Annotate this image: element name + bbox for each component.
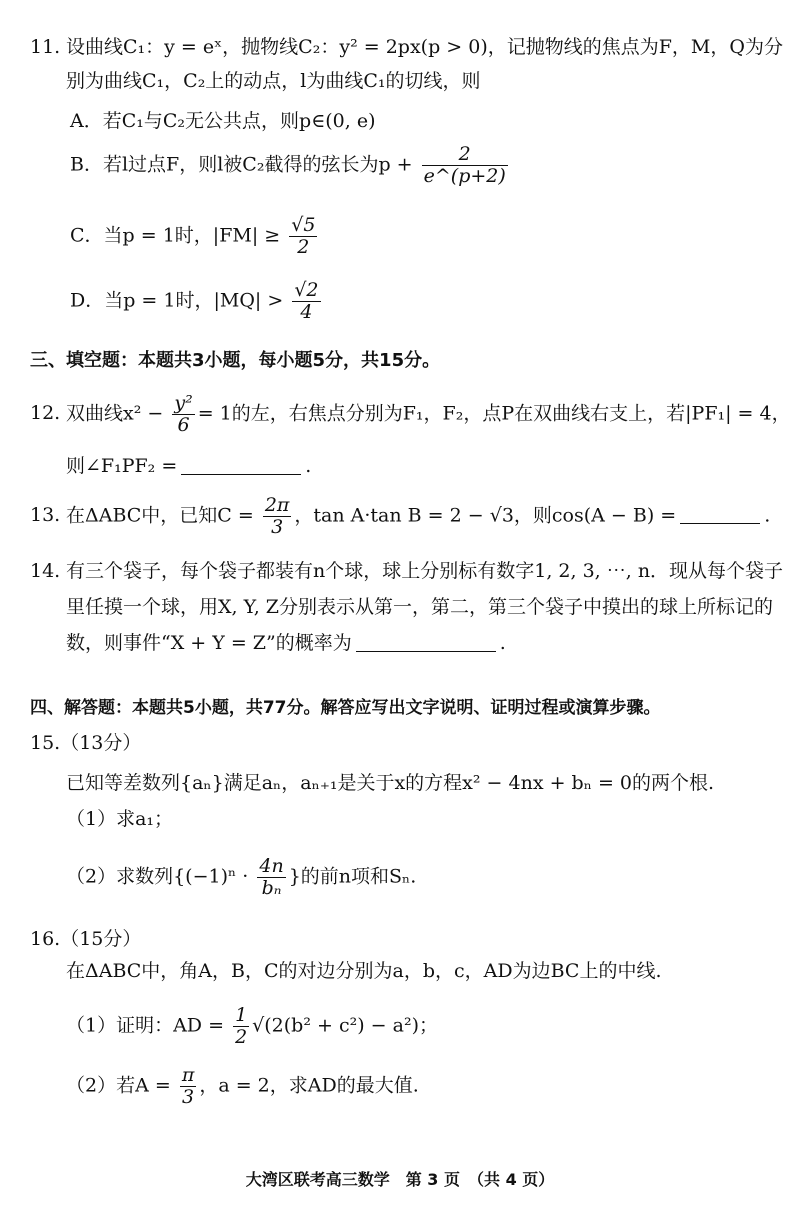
- q11-number: 11.: [30, 36, 61, 58]
- q15-stem: 已知等差数列{aₙ}满足aₙ，aₙ₊₁是关于x的方程x² − 4nx + bₙ = 0的两个根.: [66, 772, 715, 794]
- q16-part1-denominator: 2: [235, 1025, 248, 1048]
- q16-part2-post: ，a = 2，求AD的最大值.: [199, 1074, 419, 1097]
- q11-option-c-numerator: √5: [291, 214, 316, 236]
- q16-part1-post: √(2(b² + c²) − a²)；: [252, 1014, 438, 1037]
- q11-option-c-denominator: 2: [289, 236, 317, 258]
- q12-answer-blank[interactable]: [181, 455, 301, 475]
- q14-answer-blank[interactable]: [356, 632, 496, 652]
- q16-part2-fraction: [180, 1065, 197, 1108]
- q15-header: 15.（13分）: [30, 732, 142, 754]
- q11-option-b: [70, 144, 511, 187]
- q15-part1: （1）求a₁；: [66, 808, 174, 830]
- q16-part1-pre: （1）证明：AD =: [66, 1014, 225, 1037]
- q14-line1: [30, 560, 783, 583]
- q12-text-post: = 1的左，右焦点分别为F₁，F₂，点P在双曲线右支上，若|PF₁| = 4，: [197, 402, 791, 425]
- q16-stem: 在ΔABC中，角A，B，C的对边分别为a，b，c，AD为边BC上的中线.: [66, 960, 662, 982]
- q12-line1: [30, 393, 791, 436]
- q14-line3: 数，则事件“X + Y = Z”的概率为 .: [66, 632, 506, 654]
- q14-line2: 里任摸一个球，用X, Y, Z分别表示从第一，第二，第三个袋子中摸出的球上所标记的: [66, 596, 773, 618]
- q11-option-c-fraction: [289, 215, 317, 258]
- q14-number: 14.: [30, 560, 61, 582]
- q12-line2-text: 则∠F₁PF₂ =: [66, 455, 178, 477]
- q11-option-c-text: C．当p = 1时，|FM| ≥: [70, 224, 281, 247]
- q16-part1-numerator: 1: [235, 1004, 248, 1026]
- q16-part2-numerator: π: [181, 1064, 195, 1086]
- section3-heading: 三、填空题：本题共3小题，每小题5分，共15分。: [30, 350, 441, 371]
- q16-part1: [66, 1005, 438, 1048]
- q15-part2-pre: （2）求数列{(−1)ⁿ ·: [66, 865, 249, 888]
- q15-part2-fraction: [257, 856, 285, 899]
- q11-option-d-fraction: [292, 280, 320, 323]
- q15-part2-post: }的前n项和Sₙ.: [288, 865, 417, 888]
- q12-text-pre: 双曲线x² −: [66, 402, 164, 425]
- q13-fraction-numerator: 2π: [264, 494, 290, 516]
- q16-part2-pre: （2）若A =: [66, 1074, 171, 1097]
- q11-option-b-denominator: e^(p+2): [423, 164, 506, 187]
- q16-part2: [66, 1065, 419, 1108]
- q11-option-c: [70, 215, 320, 258]
- page-footer: 大湾区联考高三数学 第 3 页 （共 4 页）: [245, 1170, 555, 1189]
- q11-stem-line2: 别为曲线C₁，C₂上的动点，l为曲线C₁的切线，则: [66, 70, 481, 92]
- q12-number: 12.: [30, 402, 61, 425]
- q11-option-b-fraction: [422, 144, 508, 187]
- q13-text-post: ，tan A·tan B = 2 − √3，则cos(A − B) =: [294, 504, 677, 527]
- q15-part2: [66, 856, 416, 899]
- q15-part2-denominator: bₙ: [257, 877, 285, 899]
- q15-part2-numerator: 4n: [259, 855, 284, 877]
- q12-fraction: [172, 393, 194, 436]
- q11-option-d-text: D．当p = 1时，|MQ| >: [70, 289, 284, 312]
- q11-option-a: A．若C₁与C₂无公共点，则p∈(0, e): [70, 110, 376, 132]
- q12-fraction-denominator: 6: [172, 414, 194, 436]
- q16-part1-fraction: [233, 1005, 249, 1048]
- q11-stem-line1: [30, 36, 783, 59]
- q13-line: 13. 在ΔABC中，已知C = $\frac{2\pi}{3}$ ，tan A·tan B = 2 − √3，则cos(A − B) = .: [30, 494, 771, 538]
- q14-text3: 数，则事件“X + Y = Z”的概率为: [66, 632, 352, 654]
- section4-heading: 四、解答题：本题共5小题，共77分。解答应写出文字说明、证明过程或演算步骤。: [30, 698, 661, 718]
- q13-fraction-denominator: 3: [263, 516, 292, 538]
- q16-part2-denominator: 3: [180, 1086, 197, 1108]
- q12-line2: 则∠F₁PF₂ = .: [66, 455, 312, 477]
- q13-fraction: [263, 495, 292, 538]
- q11-option-b-numerator: 2: [458, 143, 471, 165]
- q11-option-d: [70, 280, 324, 323]
- q13-answer-blank[interactable]: [680, 504, 760, 524]
- q16-header: 16.（15分）: [30, 928, 142, 950]
- q11-option-d-denominator: 4: [292, 301, 320, 323]
- q11-stem-text1: 设曲线C₁：y = eˣ，抛物线C₂：y² = 2px(p > 0)，记抛物线的焦点为F，M，Q为分: [66, 36, 783, 58]
- q13-number: 13.: [30, 504, 61, 527]
- q13-text-pre: 在ΔABC中，已知C =: [66, 504, 254, 527]
- q14-text1: 有三个袋子，每个袋子都装有n个球，球上分别标有数字1, 2, 3, ⋯, n．现从每个袋子: [66, 560, 784, 582]
- q11-option-d-numerator: √2: [294, 279, 319, 301]
- q12-fraction-numerator: y²: [174, 392, 193, 414]
- q11-option-b-text: B．若l过点F，则l被C₂截得的弦长为p +: [70, 153, 413, 176]
